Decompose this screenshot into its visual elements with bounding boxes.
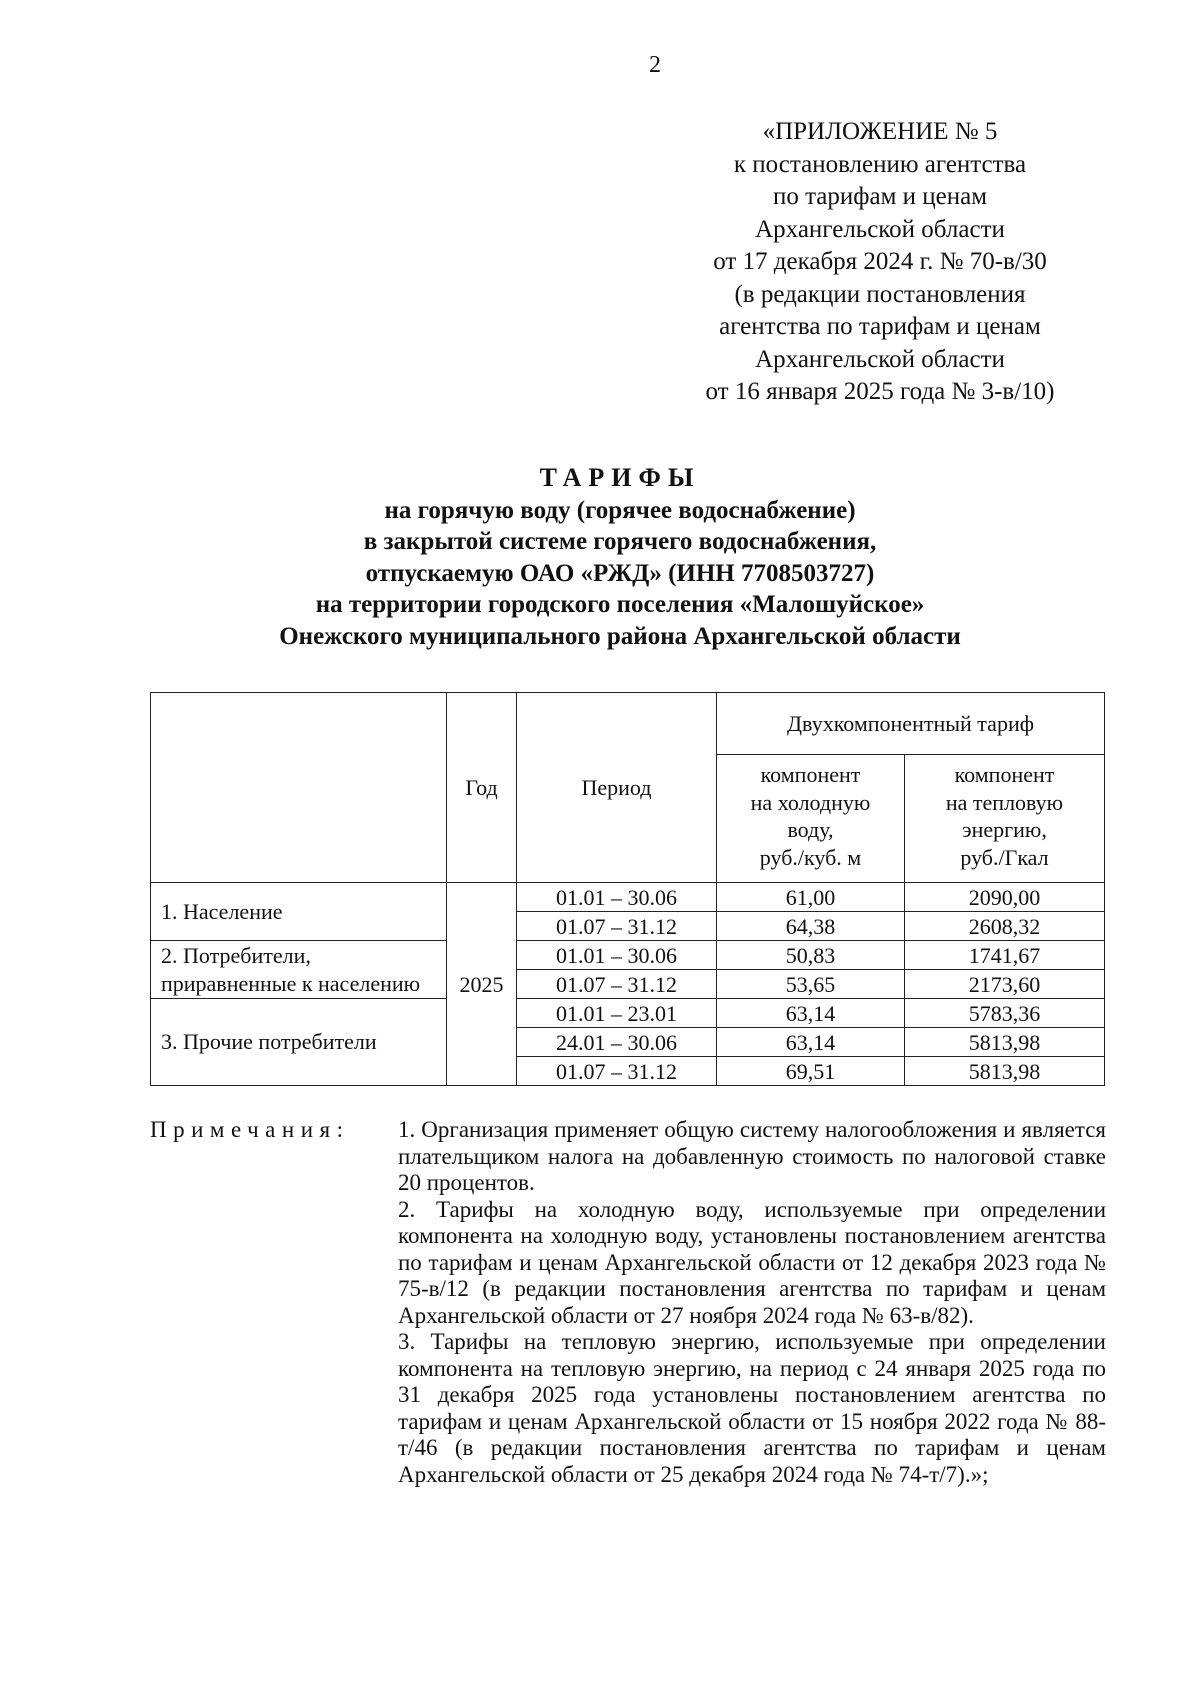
- notes-label: Примечания:: [150, 1117, 350, 1142]
- category-header-cell: [151, 693, 447, 883]
- heat-energy-value: 1741,67: [905, 941, 1105, 970]
- appendix-line: агентства по тарифам и ценам: [719, 313, 1041, 340]
- cold-water-value: 63,14: [717, 999, 905, 1028]
- title-line: на горячую воду (горячее водоснабжение): [384, 496, 856, 524]
- document-title: [140, 462, 1100, 652]
- category-equivalent-consumers: 2. Потребители, приравненные к населению: [151, 941, 447, 999]
- title-line: в закрытой системе горячего водоснабжения,: [363, 528, 877, 555]
- period-header: Период: [517, 693, 717, 883]
- note-item: 3. Тарифы на тепловую энергию, используемые при определении компонента на тепловую энергию, на период с 24 января 2025 года по 31 декабря 2025 года установлены постановлением агентства по тарифам и ценам Архангельской области от 15 ноября 2022 года № 88-т/46 (в редакции постановления агентства по тарифам и ценам Архангельской области от 25 декабря 2024 года № 74-т/7).»;: [398, 1329, 1106, 1487]
- table-row: [151, 999, 1105, 1028]
- table-row: [151, 941, 1105, 970]
- period-cell: 24.01 – 30.06: [517, 1028, 717, 1057]
- period-cell: 01.07 – 31.12: [517, 912, 717, 941]
- tariff-table: [150, 692, 1105, 1086]
- appendix-line: «ПРИЛОЖЕНИЕ № 5: [762, 118, 998, 145]
- two-component-header: Двухкомпонентный тариф: [717, 693, 1105, 755]
- table-row: [151, 883, 1105, 912]
- cold-water-value: 69,51: [717, 1057, 905, 1086]
- period-cell: 01.07 – 31.12: [517, 1057, 717, 1086]
- cold-water-value: 63,14: [717, 1028, 905, 1057]
- heat-energy-value: 2608,32: [905, 912, 1105, 941]
- note-item: 1. Организация применяет общую систему налогообложения и является плательщиком налога на добавленную стоимость по налоговой ставке 20 процентов.: [398, 1117, 1106, 1195]
- heat-energy-value: 5813,98: [905, 1057, 1105, 1086]
- appendix-line: Архангельской области: [755, 345, 1005, 373]
- heat-energy-value: 5783,36: [905, 999, 1105, 1028]
- heat-energy-value: 5813,98: [905, 1028, 1105, 1057]
- title-line: отпускаемую ОАО «РЖД» (ИНН 7708503727): [365, 559, 875, 587]
- notes-list: [398, 1117, 1106, 1488]
- cold-water-value: 61,00: [717, 883, 905, 912]
- appendix-line: от 16 января 2025 года № 3-в/10): [705, 378, 1055, 405]
- period-cell: 01.01 – 30.06: [517, 941, 717, 970]
- year-header: Год: [447, 693, 517, 883]
- page-number: 2: [649, 52, 661, 78]
- period-cell: 01.01 – 23.01: [517, 999, 717, 1028]
- appendix-line: от 17 декабря 2024 г. № 70-в/30: [713, 248, 1047, 275]
- note-item: 2. Тарифы на холодную воду, используемые при определении компонента на холодную воду, установлены постановлением агентства по тарифам и ценам Архангельской области от 12 декабря 2023 года № 75-в/12 (в редакции постановления агентства по тарифам и ценам Архангельской области от 27 ноября 2024 года № 63-в/82).: [398, 1196, 1106, 1328]
- appendix-line: (в редакции постановления: [734, 280, 1026, 308]
- title-line: Онежского муниципального района Архангельской области: [279, 622, 961, 650]
- title-heading: ТАРИФЫ: [539, 463, 701, 492]
- period-cell: 01.07 – 31.12: [517, 970, 717, 999]
- cold-water-header: компонент на холодную воду, руб./куб. м: [717, 755, 905, 883]
- appendix-line: Архангельской области: [755, 215, 1005, 243]
- period-cell: 01.01 – 30.06: [517, 883, 717, 912]
- cold-water-value: 50,83: [717, 941, 905, 970]
- cold-water-value: 53,65: [717, 970, 905, 999]
- heat-energy-value: 2173,60: [905, 970, 1105, 999]
- title-line: на территории городского поселения «Малошуйское»: [315, 591, 925, 618]
- heat-energy-header: компонент на тепловую энергию, руб./Гкал: [905, 755, 1105, 883]
- category-population: 1. Население: [151, 883, 447, 941]
- appendix-reference: [700, 116, 1060, 409]
- year-cell: 2025: [447, 883, 517, 1086]
- cold-water-value: 64,38: [717, 912, 905, 941]
- appendix-line: по тарифам и ценам: [772, 183, 988, 210]
- heat-energy-value: 2090,00: [905, 883, 1105, 912]
- appendix-line: к постановлению агентства: [733, 150, 1027, 178]
- category-other-consumers: 3. Прочие потребители: [151, 999, 447, 1086]
